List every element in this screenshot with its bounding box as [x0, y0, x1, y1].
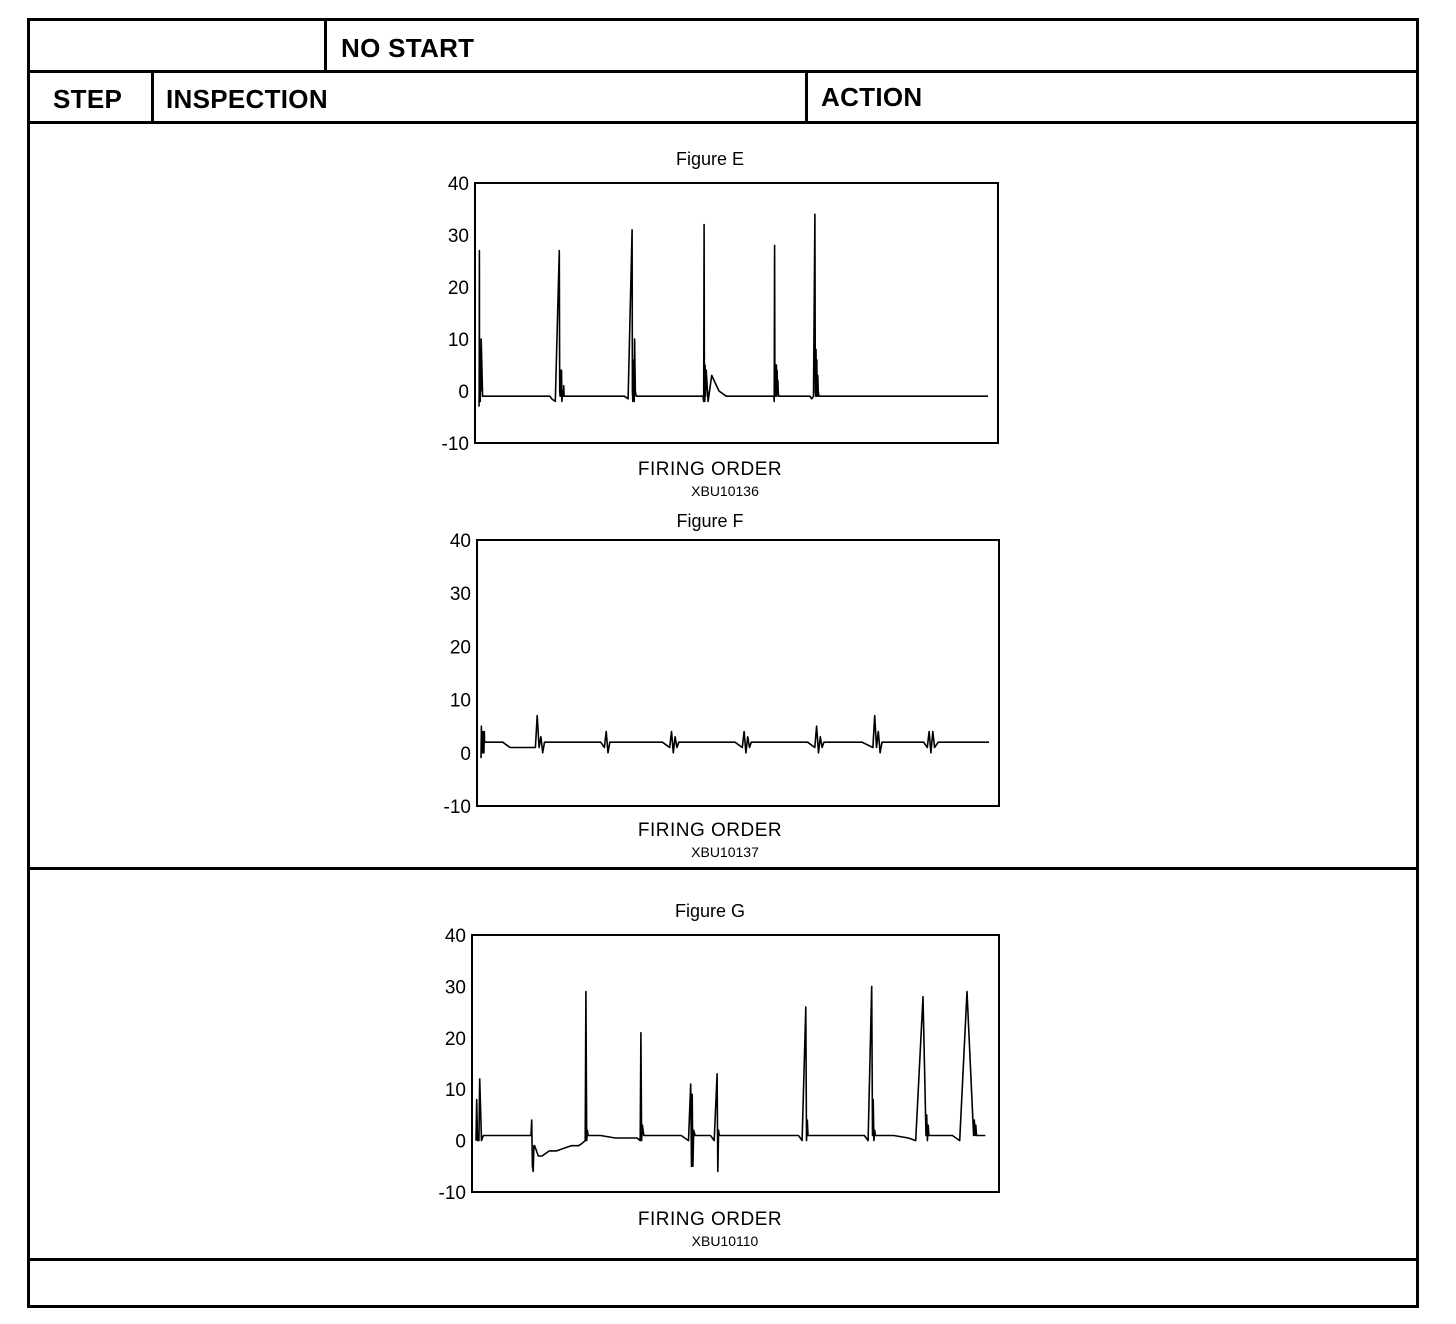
figure-e-title: Figure E — [675, 149, 745, 169]
figure-e-xlabel: FIRING ORDER — [637, 459, 783, 480]
figure-e-chart — [420, 170, 1020, 460]
figure-g-ytick-label: -10 — [438, 1183, 466, 1204]
figure-g-ytick-label: 10 — [444, 1080, 466, 1102]
column-header-inspection: INSPECTION — [166, 84, 328, 114]
page-title: NO START — [341, 33, 475, 63]
column-header-step: STEP — [53, 84, 123, 114]
action-column-divider — [805, 70, 808, 124]
figure-f-ytick-label: 0 — [460, 743, 471, 765]
figure-g-ytick-label: 30 — [444, 977, 466, 999]
title-row-divider — [27, 70, 1419, 73]
figure-g-chart — [420, 922, 1020, 1212]
section-divider-2 — [27, 1258, 1419, 1261]
figure-e-ytick-label: 0 — [458, 382, 469, 403]
figure-f-code: XBU10137 — [691, 844, 759, 860]
figure-f-ytick-label: 20 — [449, 637, 471, 659]
figure-e-code: XBU10136 — [691, 483, 759, 499]
figure-g-ytick-label: 20 — [444, 1028, 466, 1050]
header-row-divider — [27, 121, 1419, 124]
figure-f-xlabel: FIRING ORDER — [637, 820, 783, 841]
figure-g-code: XBU10110 — [691, 1233, 759, 1249]
figure-e-plot-area — [475, 183, 998, 443]
figure-f-waveform-line — [481, 716, 989, 759]
figure-f-ytick-label: 10 — [449, 690, 471, 712]
figure-e-waveform-line — [479, 214, 988, 406]
figure-e-ytick-label: 10 — [447, 330, 469, 351]
title-cell-divider — [324, 18, 327, 72]
figure-e-ytick-label: 20 — [447, 278, 469, 299]
figure-g-title: Figure G — [674, 901, 746, 921]
figure-g-ytick-label: 0 — [455, 1131, 466, 1153]
figure-g-xlabel: FIRING ORDER — [637, 1209, 783, 1230]
figure-f-ytick-label: 30 — [449, 584, 471, 606]
figure-f-title: Figure F — [676, 511, 744, 531]
figure-e-ytick-label: 40 — [447, 174, 469, 195]
figure-f-plot-area — [477, 540, 999, 806]
figure-g-waveform-line — [476, 986, 985, 1171]
figure-e-ytick-label: 30 — [447, 226, 469, 247]
figure-f-ytick-label: 40 — [449, 531, 471, 552]
column-header-action: ACTION — [821, 82, 923, 112]
figure-f-ytick-label: -10 — [443, 797, 471, 818]
figure-g-ytick-label: 40 — [444, 926, 466, 947]
section-divider-1 — [27, 867, 1419, 870]
figure-e-ytick-label: -10 — [441, 434, 469, 455]
step-column-divider — [151, 70, 154, 124]
figure-f-chart — [420, 528, 1020, 818]
